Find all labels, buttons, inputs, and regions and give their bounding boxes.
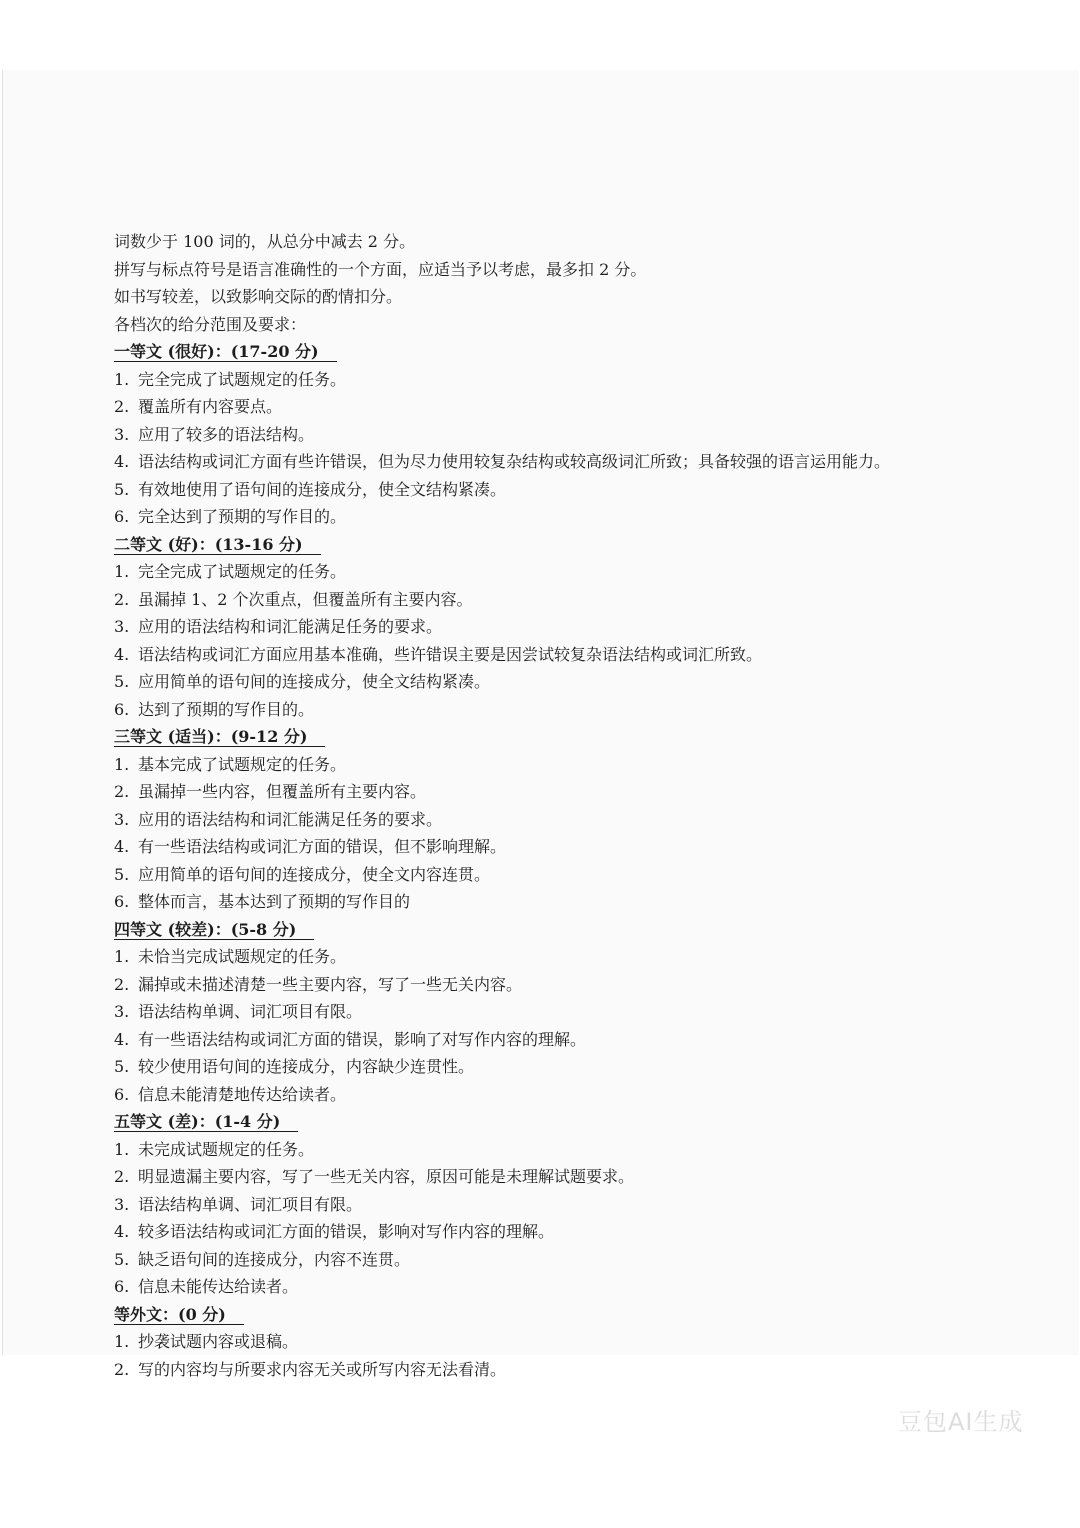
item-text: 缺乏语句间的连接成分，内容不连贯。 [138, 1249, 411, 1269]
item-text: 较少使用语句间的连接成分，内容缺少连贯性。 [138, 1057, 475, 1076]
item-text: 抄袭试题内容或退稿。 [138, 1332, 299, 1351]
item-number: 6. [114, 507, 130, 526]
item-text: 应用的语法结构和词汇能满足任务的要求。 [138, 809, 443, 829]
list-item [114, 393, 994, 421]
list-item [114, 888, 994, 916]
item-number: 5. [114, 864, 130, 884]
item-text: 语法结构单调、词汇项目有限。 [138, 1194, 363, 1214]
item-number: 1. [114, 562, 130, 581]
item-text: 信息未能传达给读者。 [138, 1277, 299, 1296]
intro-line: 各档次的给分范围及要求： [114, 314, 307, 334]
section-heading [114, 338, 994, 366]
section-heading-text: 等外文：(0 分) [114, 1305, 244, 1325]
document-content [114, 228, 994, 1383]
list-item [114, 1246, 994, 1274]
item-number: 1. [114, 1332, 130, 1351]
item-text: 覆盖所有内容要点。 [138, 397, 283, 416]
section-heading-text: 四等文 (较差)：(5-8 分) [114, 920, 314, 940]
list-item [114, 1136, 994, 1164]
list-item [114, 476, 994, 504]
item-text: 完全达到了预期的写作目的。 [138, 507, 347, 526]
list-item [114, 998, 994, 1026]
item-text: 较多语法结构或词汇方面的错误，影响对写作内容的理解。 [138, 1222, 555, 1241]
item-text: 完全完成了试题规定的任务。 [138, 369, 347, 389]
list-item [114, 1053, 994, 1081]
section-heading [114, 1301, 994, 1329]
item-number: 2. [114, 1359, 130, 1379]
list-item [114, 696, 994, 724]
item-number: 3. [114, 617, 130, 636]
list-item [114, 778, 994, 806]
list-item [114, 1273, 994, 1301]
item-number: 3. [114, 1002, 130, 1021]
item-number: 2. [114, 782, 130, 801]
item-number: 1. [114, 369, 130, 389]
list-item [114, 833, 994, 861]
item-text: 漏掉或未描述清楚一些主要内容，写了一些无关内容。 [138, 974, 523, 994]
item-number: 3. [114, 424, 130, 444]
item-number: 6. [114, 1277, 130, 1296]
list-item [114, 1328, 994, 1356]
item-number: 5. [114, 1057, 130, 1076]
item-text: 未完成试题规定的任务。 [138, 1139, 315, 1159]
item-number: 3. [114, 1194, 130, 1214]
section-heading [114, 1108, 994, 1136]
section-heading-text: 二等文 (好)：(13-16 分) [114, 535, 321, 555]
list-item [114, 806, 994, 834]
item-text: 应用的语法结构和词汇能满足任务的要求。 [138, 617, 443, 636]
item-text: 明显遗漏主要内容，写了一些无关内容，原因可能是未理解试题要求。 [138, 1167, 635, 1186]
item-number: 5. [114, 479, 130, 499]
list-item [114, 641, 994, 669]
list-item [114, 751, 994, 779]
list-item [114, 586, 994, 614]
item-text: 信息未能清楚地传达给读者。 [138, 1084, 347, 1104]
section-heading [114, 723, 994, 751]
item-number: 6. [114, 699, 130, 719]
intro-line: 拼写与标点符号是语言准确性的一个方面，应适当予以考虑，最多扣 2 分。 [114, 259, 647, 279]
item-number: 5. [114, 672, 130, 691]
item-number: 4. [114, 644, 130, 664]
section-heading-text: 一等文 (很好)：(17-20 分) [114, 342, 337, 362]
list-item [114, 943, 994, 971]
item-text: 完全完成了试题规定的任务。 [138, 562, 347, 581]
item-text: 应用简单的语句间的连接成分，使全文内容连贯。 [138, 864, 491, 884]
item-text: 应用简单的语句间的连接成分，使全文结构紧凑。 [138, 672, 491, 691]
list-item [114, 366, 994, 394]
item-number: 6. [114, 892, 130, 911]
list-item [114, 1191, 994, 1219]
list-item [114, 1163, 994, 1191]
item-number: 6. [114, 1084, 130, 1104]
intro-line: 如书写较差，以致影响交际的酌情扣分。 [114, 287, 403, 306]
list-item [114, 558, 994, 586]
item-text: 达到了预期的写作目的。 [138, 699, 315, 719]
item-number: 3. [114, 809, 130, 829]
item-number: 4. [114, 1222, 130, 1241]
item-number: 4. [114, 837, 130, 856]
list-item [114, 1218, 994, 1246]
item-number: 2. [114, 397, 130, 416]
section-heading [114, 916, 994, 944]
list-item [114, 1026, 994, 1054]
list-item [114, 1081, 994, 1109]
list-item [114, 861, 994, 889]
list-item [114, 613, 994, 641]
item-number: 2. [114, 1167, 130, 1186]
item-text: 语法结构单调、词汇项目有限。 [138, 1002, 363, 1021]
item-text: 有效地使用了语句间的连接成分，使全文结构紧凑。 [138, 479, 507, 499]
item-text: 整体而言，基本达到了预期的写作目的 [138, 892, 411, 911]
list-item [114, 1356, 994, 1384]
item-text: 有一些语法结构或词汇方面的错误，影响了对写作内容的理解。 [138, 1029, 587, 1049]
item-number: 1. [114, 1139, 130, 1159]
intro-line: 词数少于 100 词的，从总分中减去 2 分。 [114, 232, 416, 251]
item-text: 虽漏掉一些内容，但覆盖所有主要内容。 [138, 782, 427, 801]
section-heading-text: 三等文 (适当)：(9-12 分) [114, 727, 325, 747]
item-text: 虽漏掉 1、2 个次重点，但覆盖所有主要内容。 [138, 589, 473, 609]
item-number: 5. [114, 1249, 130, 1269]
item-text: 应用了较多的语法结构。 [138, 424, 315, 444]
list-item [114, 668, 994, 696]
item-number: 2. [114, 974, 130, 994]
item-number: 4. [114, 452, 130, 471]
item-number: 1. [114, 754, 130, 774]
item-number: 1. [114, 947, 130, 966]
item-text: 有一些语法结构或词汇方面的错误，但不影响理解。 [138, 837, 507, 856]
item-text: 未恰当完成试题规定的任务。 [138, 947, 347, 966]
item-number: 2. [114, 589, 130, 609]
list-item [114, 448, 994, 476]
item-text: 语法结构或词汇方面应用基本准确，些许错误主要是因尝试较复杂语法结构或词汇所致。 [138, 644, 763, 664]
item-text: 基本完成了试题规定的任务。 [138, 754, 347, 774]
document-page [2, 70, 1079, 1436]
item-text: 语法结构或词汇方面有些许错误，但为尽力使用较复杂结构或较高级词汇所致；具备较强的语言运用能力。 [138, 452, 891, 471]
item-number: 4. [114, 1029, 130, 1049]
section-heading [114, 531, 994, 559]
list-item [114, 421, 994, 449]
ai-watermark: 豆包AI生成 [898, 1408, 1024, 1436]
list-item [114, 503, 994, 531]
item-text: 写的内容均与所要求内容无关或所写内容无法看清。 [138, 1359, 507, 1379]
list-item [114, 971, 994, 999]
section-heading-text: 五等文 (差)：(1-4 分) [114, 1112, 298, 1132]
